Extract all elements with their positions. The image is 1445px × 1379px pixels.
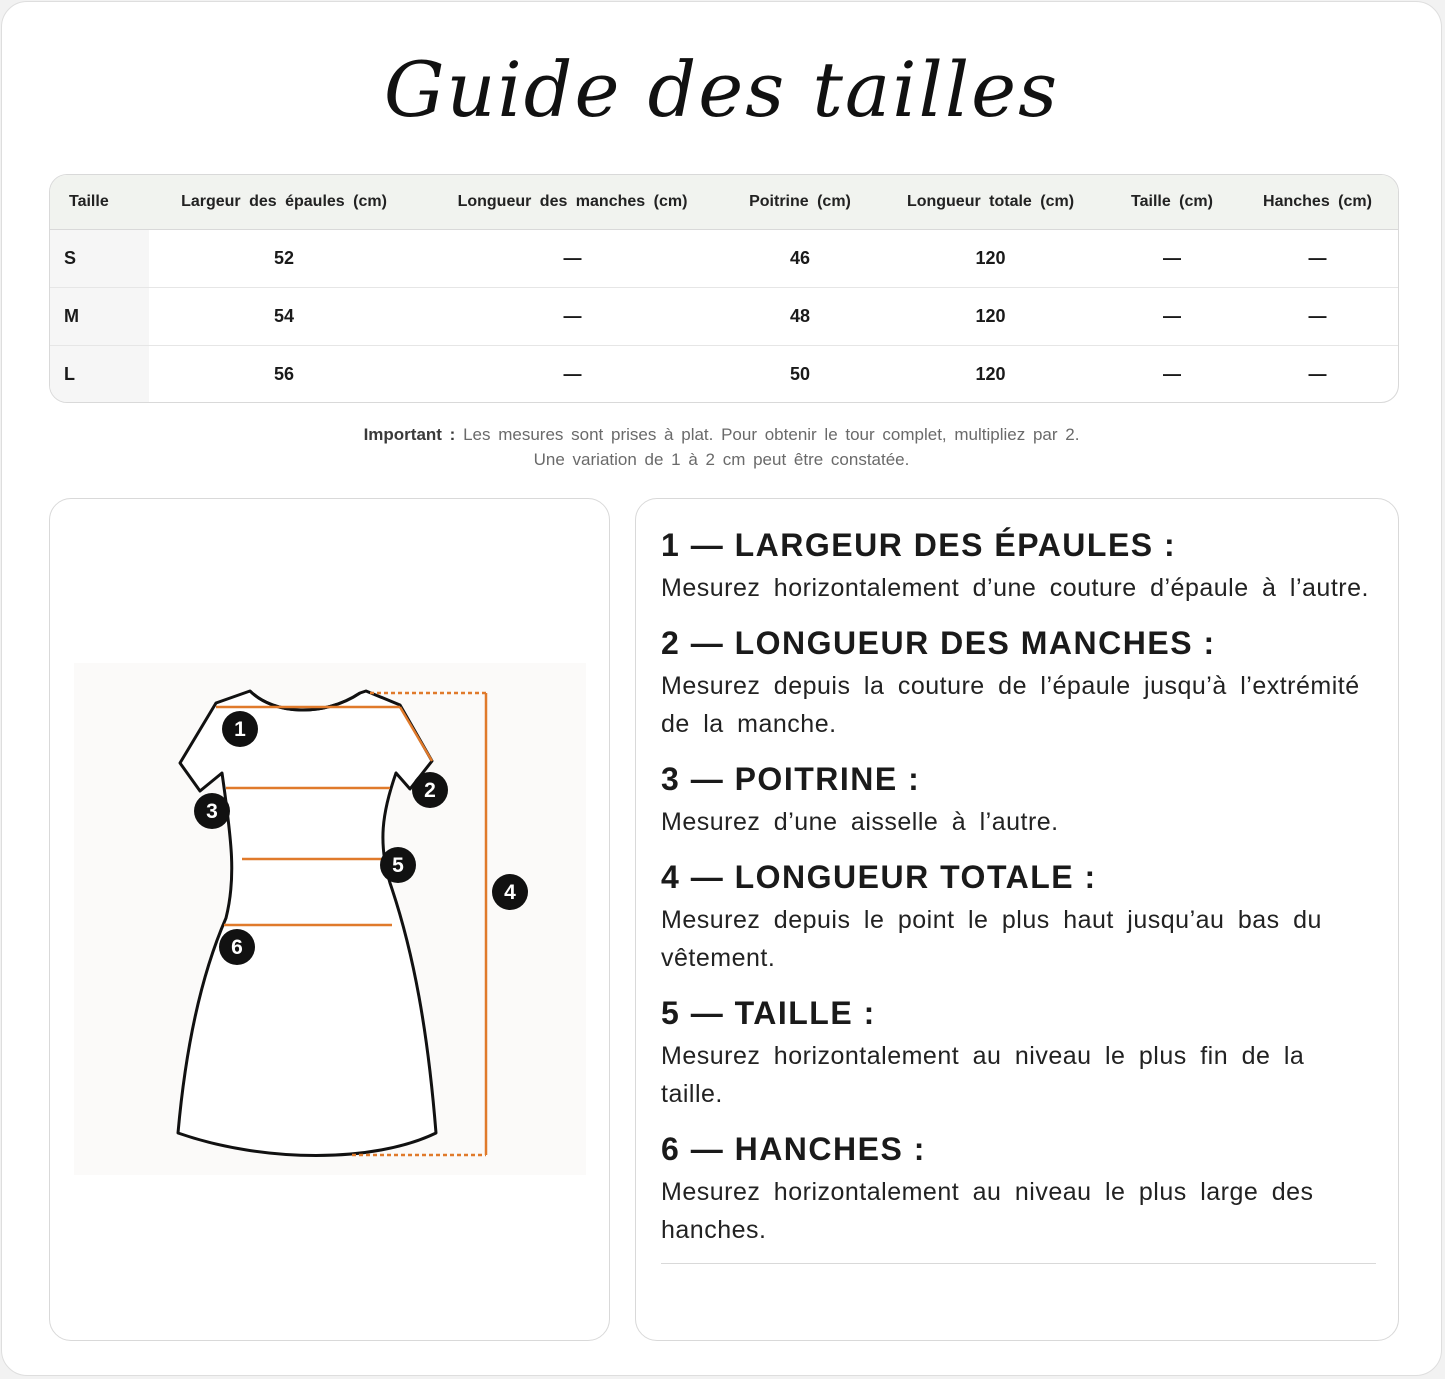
page-title: Guide des tailles xyxy=(383,45,1060,134)
instruction-text: Mesurez horizontalement au niveau le plus fin de la taille. xyxy=(661,1042,1305,1108)
instruction-text: Mesurez depuis la couture de l’épaule jusqu’à l’extrémité de la manche. xyxy=(661,672,1360,738)
table-header-row xyxy=(50,175,1398,229)
instruction-text: Mesurez d’une aisselle à l’autre. xyxy=(661,808,1059,836)
svg-text:2: 2 xyxy=(424,779,436,802)
table-cell: — xyxy=(1163,247,1181,268)
instruction-text: Mesurez horizontalement d’une couture d’épaule à l’autre. xyxy=(661,574,1369,602)
instruction-heading: 1 — LARGEUR DES ÉPAULES : xyxy=(661,527,1177,563)
diagram-panel xyxy=(49,498,610,1341)
svg-text:6: 6 xyxy=(231,936,243,959)
size-cell: M xyxy=(50,287,149,345)
instruction-chest xyxy=(661,755,1376,841)
table-cell: — xyxy=(419,287,726,345)
table-cell: 48 xyxy=(726,287,874,345)
measurement-note xyxy=(2,422,1441,472)
note-line-2: Une variation de 1 à 2 cm peut être constatée. xyxy=(533,450,910,469)
table-cell: — xyxy=(1308,247,1327,268)
marker-2 xyxy=(412,772,448,808)
marker-3 xyxy=(194,793,230,829)
table-cell: 120 xyxy=(874,287,1107,345)
column-header-length: Longueur totale (cm) xyxy=(874,175,1107,229)
table-cell: 50 xyxy=(726,345,874,403)
marker-1 xyxy=(222,711,258,747)
note-label: Important : xyxy=(363,425,456,444)
instructions-panel xyxy=(635,498,1399,1341)
divider xyxy=(661,1263,1376,1264)
table-cell: — xyxy=(419,345,726,403)
dress-diagram xyxy=(74,663,586,1175)
table-cell: — xyxy=(1237,287,1398,345)
instruction-hips xyxy=(661,1125,1376,1249)
svg-text:3: 3 xyxy=(206,800,218,823)
instruction-heading: 5 — TAILLE : xyxy=(661,995,876,1031)
size-guide-card xyxy=(1,1,1442,1376)
table-cell: — xyxy=(1107,287,1237,345)
table-row xyxy=(50,287,1398,345)
table-row xyxy=(50,345,1398,403)
marker-5 xyxy=(380,847,416,883)
table-cell: — xyxy=(563,247,582,268)
table-cell: 56 xyxy=(149,345,419,403)
svg-text:4: 4 xyxy=(504,881,516,904)
instruction-heading: 4 — LONGUEUR TOTALE : xyxy=(661,859,1097,895)
size-cell: S xyxy=(50,229,149,287)
instruction-list xyxy=(661,521,1376,1264)
table-cell: 52 xyxy=(273,247,295,268)
instruction-heading: 6 — HANCHES : xyxy=(661,1131,926,1167)
column-header-shoulder: Largeur des épaules (cm) xyxy=(149,175,419,229)
table-cell: 46 xyxy=(789,247,811,268)
table-cell: 120 xyxy=(874,345,1107,403)
instruction-heading: 3 — POITRINE : xyxy=(661,761,921,797)
svg-text:5: 5 xyxy=(392,854,404,877)
table-cell: — xyxy=(1107,345,1237,403)
table-cell: 54 xyxy=(149,287,419,345)
instruction-length xyxy=(661,853,1376,977)
instruction-text: Mesurez horizontalement au niveau le plus large des hanches. xyxy=(661,1178,1314,1244)
marker-6 xyxy=(219,929,255,965)
marker-4 xyxy=(492,874,528,910)
size-table xyxy=(49,174,1399,403)
column-header-waist: Taille (cm) xyxy=(1107,175,1237,229)
table-cell: 120 xyxy=(975,247,1006,268)
svg-text:1: 1 xyxy=(234,718,246,741)
note-line-1: Les mesures sont prises à plat. Pour obtenir le tour complet, multipliez par 2. xyxy=(463,425,1080,444)
column-header-sleeve: Longueur des manches (cm) xyxy=(419,175,726,229)
column-header-size: Taille xyxy=(50,175,149,229)
instruction-heading: 2 — LONGUEUR DES MANCHES : xyxy=(661,625,1216,661)
instruction-sleeve xyxy=(661,619,1376,743)
size-cell: L xyxy=(50,345,149,403)
column-header-chest: Poitrine (cm) xyxy=(726,175,874,229)
column-header-hips: Hanches (cm) xyxy=(1237,175,1398,229)
instruction-text: Mesurez depuis le point le plus haut jusqu’au bas du vêtement. xyxy=(661,906,1322,972)
table-cell: — xyxy=(1237,345,1398,403)
instruction-shoulder xyxy=(661,521,1376,607)
instruction-waist xyxy=(661,989,1376,1113)
dress-outline xyxy=(178,691,436,1156)
table-row xyxy=(50,229,1398,287)
